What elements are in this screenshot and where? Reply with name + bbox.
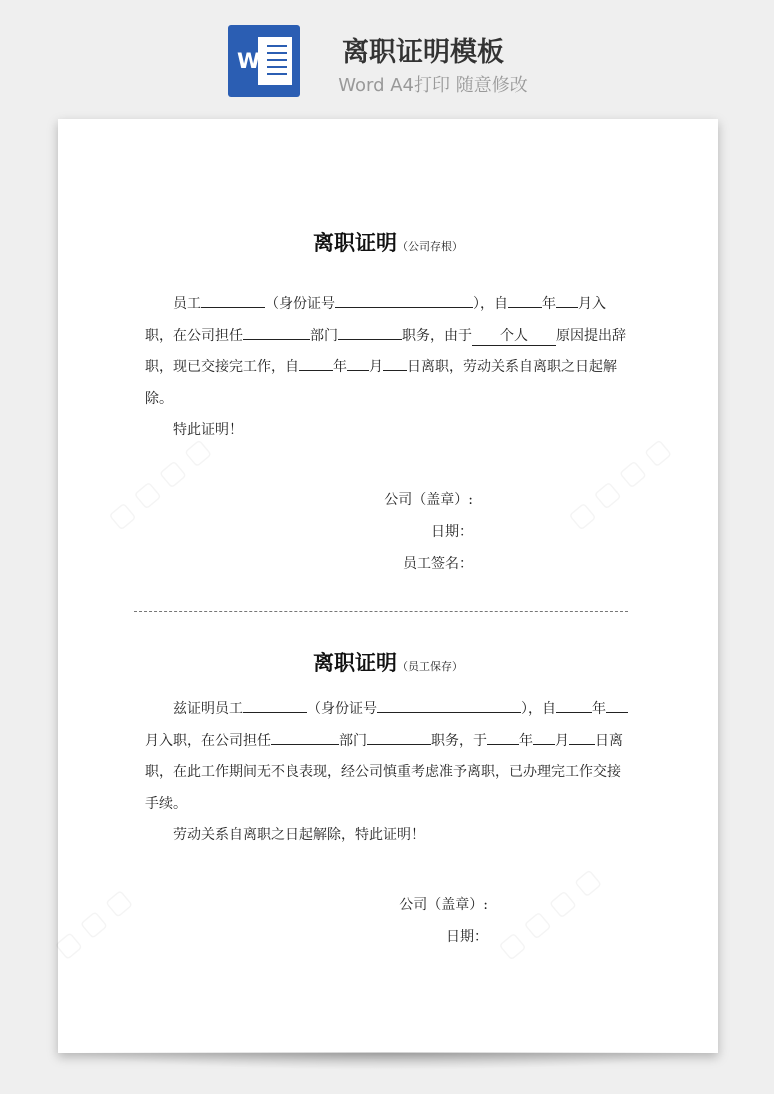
text: 日离职，劳动关系自离职之日起解除。 — [145, 359, 617, 407]
blank-year[interactable] — [556, 694, 592, 713]
text: 年 — [333, 359, 347, 375]
blank-leave-day[interactable] — [569, 726, 595, 745]
section2-closing: 劳动关系自离职之日起解除，特此证明！ — [173, 827, 425, 843]
blank-id-number[interactable] — [377, 694, 521, 713]
blank-id-number[interactable] — [335, 289, 473, 308]
section1-note: （公司存根） — [397, 240, 463, 253]
section1-body — [145, 289, 628, 447]
word-icon — [228, 25, 300, 97]
text: 年 — [542, 296, 556, 312]
text: 年 — [592, 701, 606, 717]
blank-leave-month[interactable] — [533, 726, 555, 745]
blank-leave-month[interactable] — [347, 352, 369, 371]
section1-heading: 离职证明 — [313, 230, 397, 255]
text: 月入职，在公司担任 — [145, 296, 606, 344]
section2-body — [145, 694, 628, 852]
text: 员工 — [173, 296, 201, 312]
blank-reason[interactable]: 个人 — [472, 327, 556, 346]
watermark — [493, 863, 607, 965]
watermark — [103, 433, 217, 535]
blank-leave-day[interactable] — [383, 352, 407, 371]
section2-title — [58, 647, 718, 677]
text: 月 — [369, 359, 383, 375]
blank-month[interactable] — [606, 694, 628, 713]
text: 兹证明员工 — [173, 701, 243, 717]
blank-year[interactable] — [508, 289, 542, 308]
page-subtitle: Word A4打印 随意修改 — [338, 75, 528, 96]
blank-employee-name[interactable] — [243, 694, 307, 713]
blank-department[interactable] — [271, 726, 339, 745]
word-letter: W — [237, 49, 261, 73]
text: （身份证号 — [307, 701, 377, 717]
watermark — [49, 884, 137, 965]
document-page — [58, 119, 718, 1053]
page-title: 离职证明模板 — [342, 37, 504, 68]
text: 职务，由于 — [402, 327, 472, 344]
sign-employee-label: 员工签名： — [403, 556, 473, 572]
section2-paragraph — [145, 694, 628, 820]
page-shadow — [68, 1052, 708, 1070]
blank-leave-year[interactable] — [487, 726, 519, 745]
text: 部门 — [310, 327, 338, 344]
section1-closing: 特此证明！ — [173, 422, 243, 438]
text: 部门 — [339, 732, 367, 749]
blank-position[interactable] — [338, 321, 402, 340]
cut-line-divider — [134, 611, 628, 612]
blank-position[interactable] — [367, 726, 431, 745]
section1-paragraph — [145, 289, 628, 415]
watermark — [563, 433, 677, 535]
text: 日离职，在此工作期间无不良表现，经公司慎重考虑准予离职，已办理完工作交接手续。 — [145, 732, 623, 812]
page-header — [0, 0, 774, 110]
section2-heading: 离职证明 — [313, 650, 397, 675]
sign-date-label: 日期： — [431, 524, 473, 540]
blank-leave-year[interactable] — [299, 352, 333, 371]
text: ），自 — [473, 296, 508, 312]
blank-department[interactable] — [243, 321, 310, 340]
text: 月 — [555, 732, 569, 749]
sign-company-label: 公司（盖章）: — [384, 492, 473, 508]
sign-company-label: 公司（盖章）: — [399, 897, 488, 913]
blank-month[interactable] — [556, 289, 578, 308]
section2-note: （员工保存） — [397, 660, 463, 673]
text: 原因提出辞职，现已交接完工作，自 — [145, 327, 626, 375]
text: ），自 — [521, 701, 556, 717]
text: 月入职，在公司担任 — [145, 732, 271, 749]
text: 职务，于 — [431, 732, 487, 749]
text: 年 — [519, 732, 533, 749]
section1-title — [58, 227, 718, 257]
text: （身份证号 — [265, 296, 335, 312]
sign-date-label: 日期： — [446, 929, 488, 945]
blank-employee-name[interactable] — [201, 289, 265, 308]
